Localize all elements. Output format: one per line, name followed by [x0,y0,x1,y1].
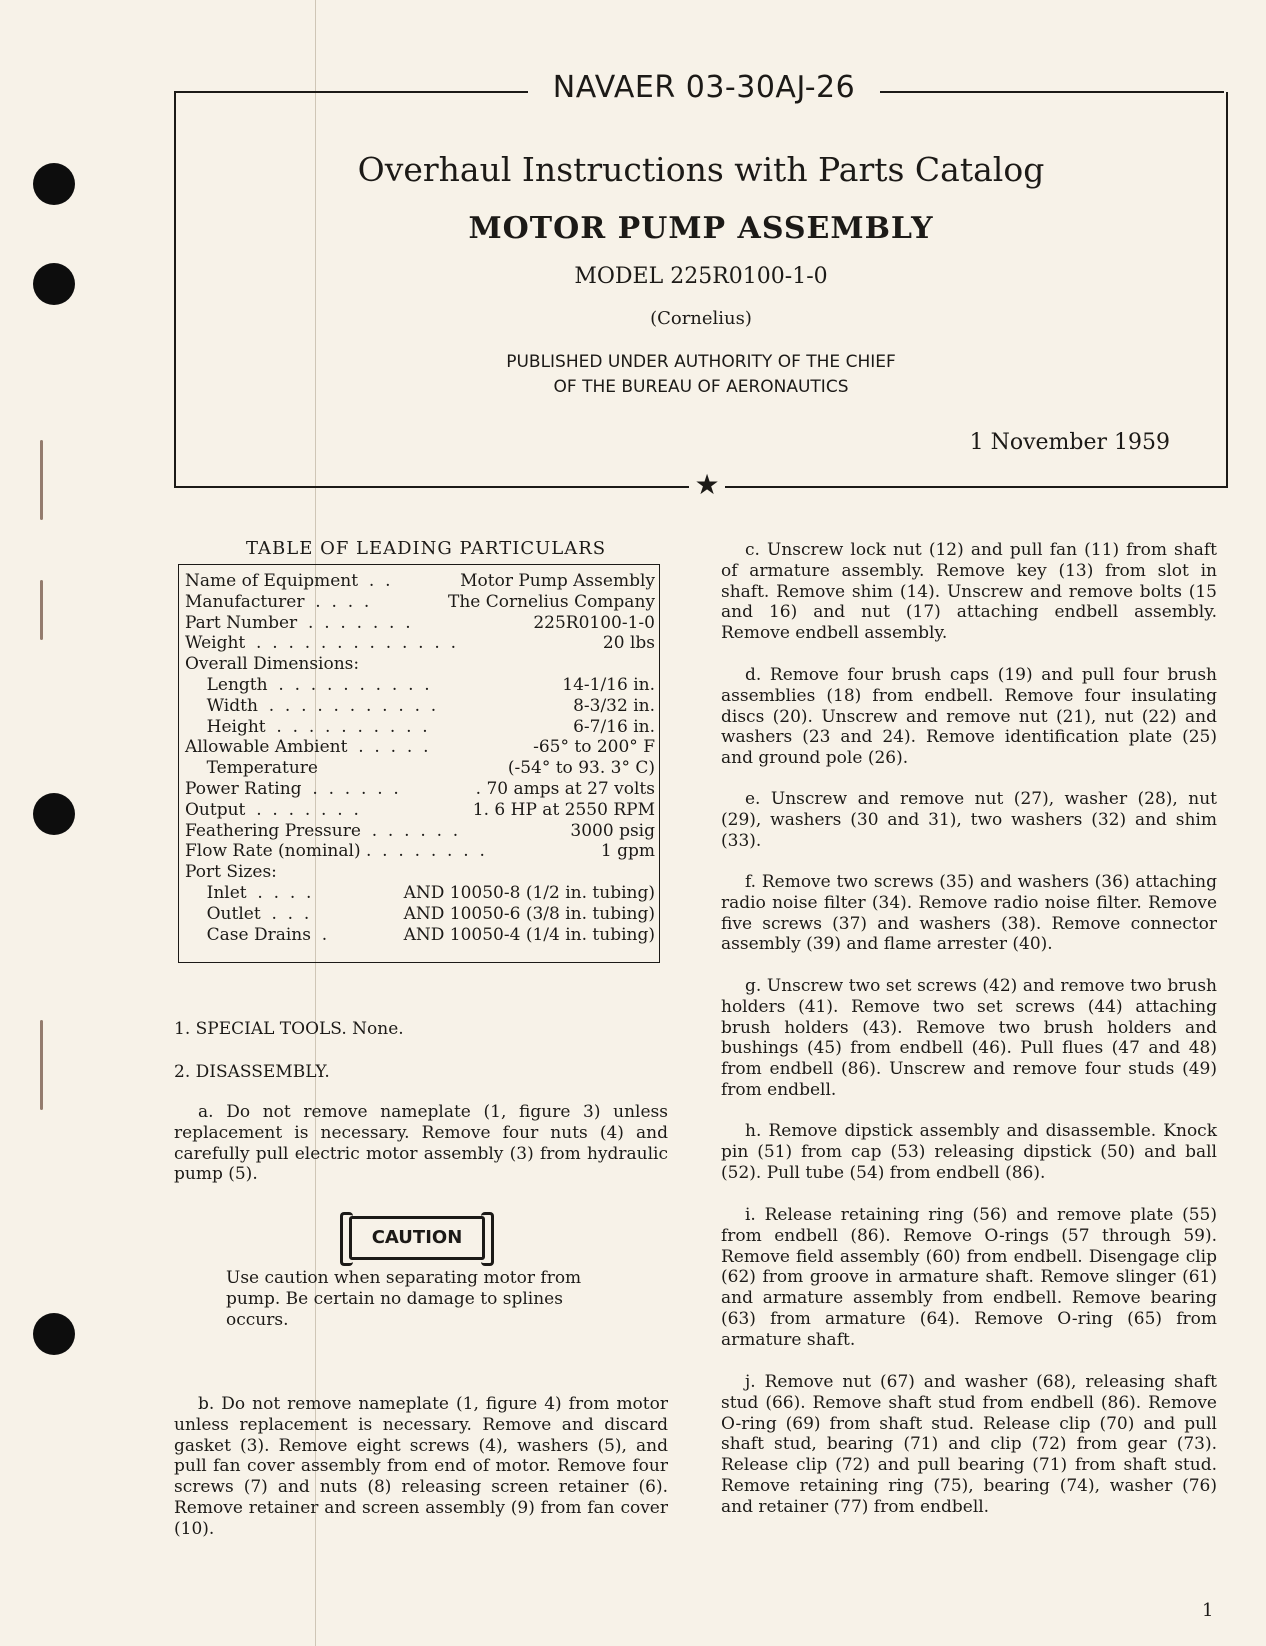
particular-label: Flow Rate (nominal) . . . . . . . . [185,841,485,862]
particular-value: 3000 psig [570,820,655,841]
binder-hole-4 [33,1313,75,1355]
paragraph-f: f. Remove two screws (35) and washers (36) attaching radio noise filter (34). Remove radio noise filter. Remove five screws (37) and washers (38). Remove connector assembly (39) and flame arrester (40). [721,872,1217,955]
particular-value: . 70 amps at 27 volts [475,779,655,799]
margin-mark [40,440,43,520]
table-row [185,800,655,821]
table-row [185,654,655,675]
publication-date: 1 November 1959 [969,430,1170,455]
section-disassembly: 2. DISASSEMBLY. [174,1062,330,1082]
star-icon: ★ [689,468,725,502]
manufacturer-note: (Cornelius) [650,308,752,329]
table-row [185,633,655,654]
particular-value: The Cornelius Company [447,591,655,612]
particular-value: -65° to 200° F [533,737,655,758]
particular-label: Inlet . . . . [185,883,312,903]
table-row [185,925,655,946]
particulars-table [178,564,660,963]
particular-label: Power Rating . . . . . . [185,779,399,799]
particular-value: 1 gpm [600,841,655,862]
paragraph-d: d. Remove four brush caps (19) and pull four brush assemblies (18) from endbell. Remove four insulating discs (20). Unscrew and remove nut (21), nut (22) and washers (23 and 24). Remove identification plate (25) and ground pole (26). [721,665,1217,769]
particular-label: Temperature [185,758,318,779]
table-row [185,821,655,842]
table-row [185,779,655,800]
publishing-authority [174,350,1228,400]
paragraph-c: c. Unscrew lock nut (12) and pull fan (11) from shaft of armature assembly. Remove key (13) from slot in shaft. Remove shim (14). Unscrew and remove bolts (15 and 16) and nut (17) attaching endbell assembly. Remove endbell assembly. [721,540,1217,644]
particular-label: Length . . . . . . . . . . [185,675,430,695]
particular-value: 1. 6 HP at 2550 RPM [472,799,655,820]
table-title: TABLE OF LEADING PARTICULARS [246,538,607,559]
paragraph-i: i. Release retaining ring (56) and remove plate (55) from endbell (86). Remove O-rings (57 through 59). Remove field assembly (60) from endbell. Disengage clip (62) from groove in armature shaft. Remove slinger (61) and armature assembly from endbell. Remove bearing (63) from armature (64). Remove O-ring (65) from armature shaft. [721,1205,1217,1350]
particular-label: Weight . . . . . . . . . . . . . [185,633,456,654]
particular-label: Part Number . . . . . . . [185,612,411,633]
binder-hole-1 [33,163,75,205]
table-row [185,758,655,779]
particular-value: AND 10050-6 (3/8 in. tubing) [403,903,655,924]
particular-label: Allowable Ambient . . . . . [185,737,429,758]
authority-line: PUBLISHED UNDER AUTHORITY OF THE CHIEF [506,352,896,372]
particular-label: Overall Dimensions: [185,654,360,675]
particular-label: Manufacturer . . . . [185,591,370,612]
caution-text: Use caution when separating motor from pump. Be certain no damage to splines occurs. [226,1268,582,1330]
particular-label: Width . . . . . . . . . . . [185,695,437,716]
particular-label: Port Sizes: [185,862,277,883]
binder-hole-3 [33,793,75,835]
particular-value: 8-3/32 in. [573,695,655,716]
table-row [185,841,655,862]
paragraph-b: b. Do not remove nameplate (1, figure 4) from motor unless replacement is necessary. Remove and discard gasket (3). Remove eight screws (4), washers (5), and pull fan cover assembly from end of motor. Remove four screws (7) and nuts (8) releasing screen retainer (6). Remove retainer and screen assembly (9) from fan cover (10). [174,1394,668,1539]
section-special-tools: 1. SPECIAL TOOLS. None. [174,1019,404,1039]
table-row [185,737,655,758]
paragraph-h: h. Remove dipstick assembly and disassemble. Knock pin (51) from cap (53) releasing dipstick (50) and ball (52). Pull tube (54) from endbell (86). [721,1121,1217,1183]
particular-label: Height . . . . . . . . . . [185,716,428,737]
margin-mark [40,580,43,640]
table-row [185,883,655,904]
authority-line: OF THE BUREAU OF AERONAUTICS [553,377,849,397]
particular-value: 20 lbs [602,633,655,654]
table-row [185,592,655,613]
table-row [185,696,655,717]
particular-label: Outlet . . . [185,903,310,924]
particular-value: 225R0100-1-0 [533,612,655,633]
particular-label: Name of Equipment . . [185,571,391,591]
paragraph-g: g. Unscrew two set screws (42) and remove two brush holders (41). Remove two set screws (44) attaching brush holders (43). Remove two brush holders and bushings (45) from endbell (46). Pull flues (47 and 48) from endbell (86). Unscrew and remove four studs (49) from endbell. [721,976,1217,1100]
table-row [185,571,655,592]
page-number: 1 [1202,1600,1214,1621]
margin-mark [40,1020,43,1110]
binder-hole-2 [33,263,75,305]
particular-value: (-54° to 93. 3° C) [507,758,655,779]
particular-value: AND 10050-4 (1/4 in. tubing) [403,924,655,945]
document-subtitle: MOTOR PUMP ASSEMBLY [468,211,934,246]
particular-label: Output . . . . . . . [185,799,359,820]
paragraph-a: a. Do not remove nameplate (1, figure 3) unless replacement is necessary. Remove four nuts (4) and carefully pull electric motor assembly (3) from hydraulic pump (5). [174,1102,668,1185]
caution-badge: CAUTION [349,1216,485,1260]
particular-label: Feathering Pressure . . . . . . [185,820,459,841]
paragraph-j: j. Remove nut (67) and washer (68), releasing shaft stud (66). Remove shaft stud from endbell (86). Remove O-ring (69) from shaft stud. Release clip (70) and pull shaft stud, bearing (71) and clip (72) from gear (73). Release clip (72) and pull bearing (71) from shaft stud. Remove retaining ring (75), bearing (74), washer (76) and retainer (77) from endbell. [721,1372,1217,1517]
particular-value: 6-7/16 in. [573,716,655,737]
table-row [185,904,655,925]
table-row [185,613,655,634]
particular-label: Case Drains . [185,924,328,945]
table-row [185,862,655,883]
particular-value: 14-1/16 in. [562,675,655,695]
table-row [185,717,655,738]
document-number: NAVAER 03-30AJ-26 [528,70,880,105]
particular-value: Motor Pump Assembly [460,571,655,591]
paragraph-e: e. Unscrew and remove nut (27), washer (28), nut (29), washers (30 and 31), two washers (32) and shim (33). [721,789,1217,851]
model-number: MODEL 225R0100-1-0 [574,264,828,289]
particular-value: AND 10050-8 (1/2 in. tubing) [403,883,655,903]
document-title: Overhaul Instructions with Parts Catalog [357,150,1045,189]
table-row [185,675,655,696]
